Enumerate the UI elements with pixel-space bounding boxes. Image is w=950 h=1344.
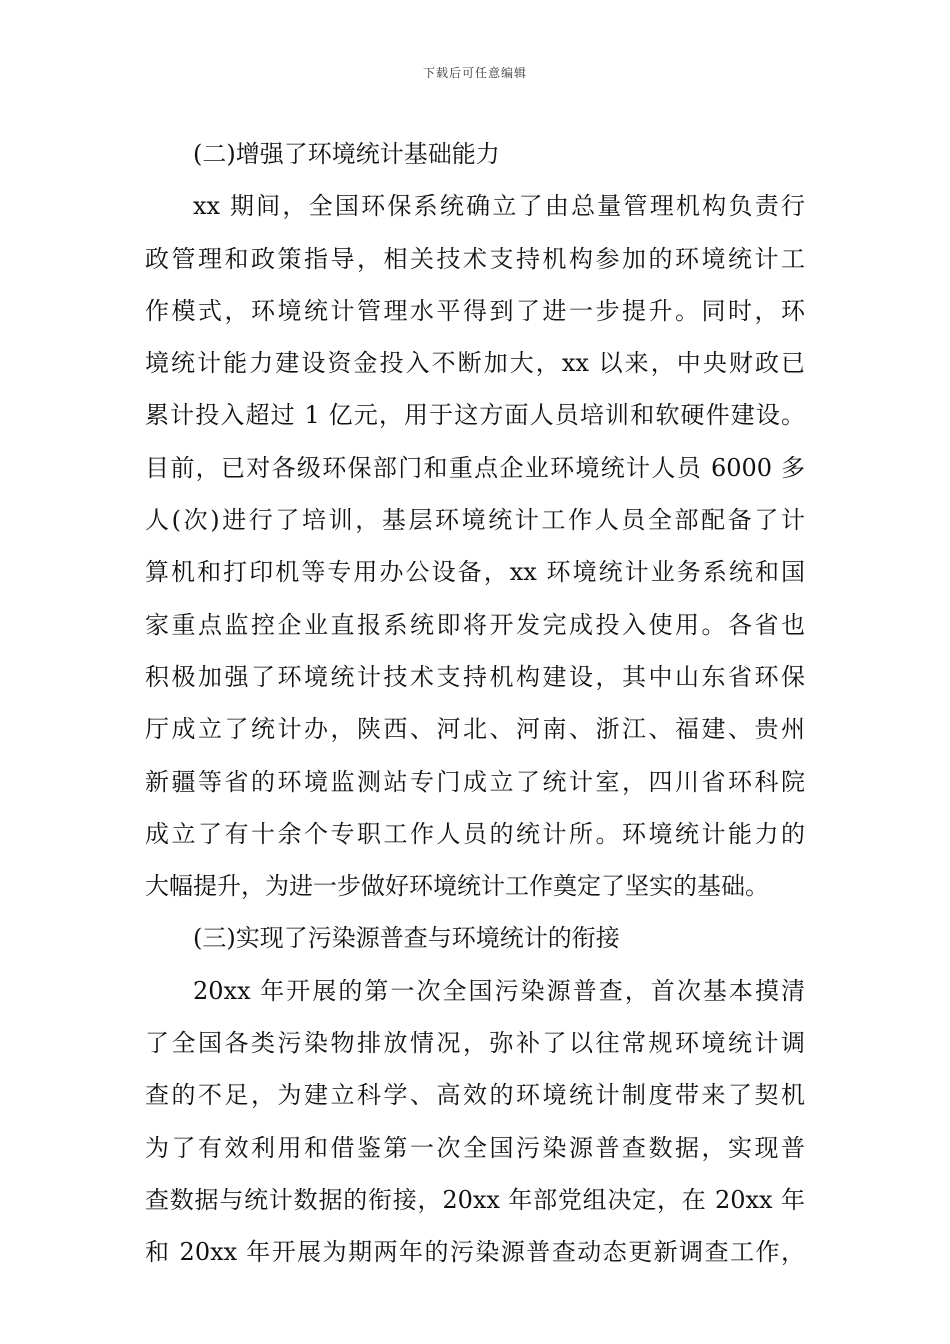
- section-heading: (二)增强了环境统计基础能力: [193, 140, 500, 168]
- paragraph-line: 了全国各类污染物排放情况，弥补了以往常规环境统计调: [145, 1029, 805, 1058]
- paragraph-line: 查数据与统计数据的衔接，20xx 年部党组决定，在 20xx 年: [145, 1185, 805, 1214]
- section-heading: (三)实现了污染源普查与环境统计的衔接: [193, 924, 620, 953]
- paragraph-line: 境统计能力建设资金投入不断加大，xx 以来，中央财政已: [145, 349, 805, 378]
- paragraph-line: 作模式，环境统计管理水平得到了进一步提升。同时，环: [145, 296, 805, 325]
- paragraph-line: 算机和打印机等专用办公设备，xx 环境统计业务系统和国: [145, 558, 805, 587]
- paragraph-line: xx 期间，全国环保系统确立了由总量管理机构负责行: [193, 192, 805, 221]
- paragraph-line: 成立了有十余个专职工作人员的统计所。环境统计能力的: [145, 819, 805, 848]
- header-note: 下载后可任意编辑: [422, 66, 527, 80]
- paragraph-line: 和 20xx 年开展为期两年的污染源普查动态更新调查工作，: [145, 1238, 805, 1267]
- paragraph-line: 为了有效利用和借鉴第一次全国污染源普查数据，实现普: [145, 1133, 805, 1162]
- paragraph-line: 目前，已对各级环保部门和重点企业环境统计人员 6000 多: [145, 453, 805, 482]
- paragraph-line: 大幅提升，为进一步做好环境统计工作奠定了坚实的基础。: [145, 872, 769, 901]
- paragraph-line: 查的不足，为建立科学、高效的环境统计制度带来了契机: [145, 1081, 805, 1110]
- paragraph-line: 新疆等省的环境监测站专门成立了统计室，四川省环科院: [145, 767, 805, 796]
- paragraph-line: 积极加强了环境统计技术支持机构建设，其中山东省环保: [145, 662, 805, 691]
- paragraph-line: 人(次)进行了培训，基层环境统计工作人员全部配备了计: [145, 506, 805, 535]
- paragraph-line: 20xx 年开展的第一次全国污染源普查，首次基本摸清: [193, 976, 805, 1005]
- paragraph-line: 家重点监控企业直报系统即将开发完成投入使用。各省也: [145, 610, 805, 639]
- paragraph-line: 厅成立了统计办，陕西、河北、河南、浙江、福建、贵州: [145, 715, 805, 744]
- paragraph-line: 政管理和政策指导，相关技术支持机构参加的环境统计工: [145, 244, 805, 273]
- paragraph-line: 累计投入超过 1 亿元，用于这方面人员培训和软硬件建设。: [145, 401, 805, 430]
- document-body: [145, 128, 805, 1279]
